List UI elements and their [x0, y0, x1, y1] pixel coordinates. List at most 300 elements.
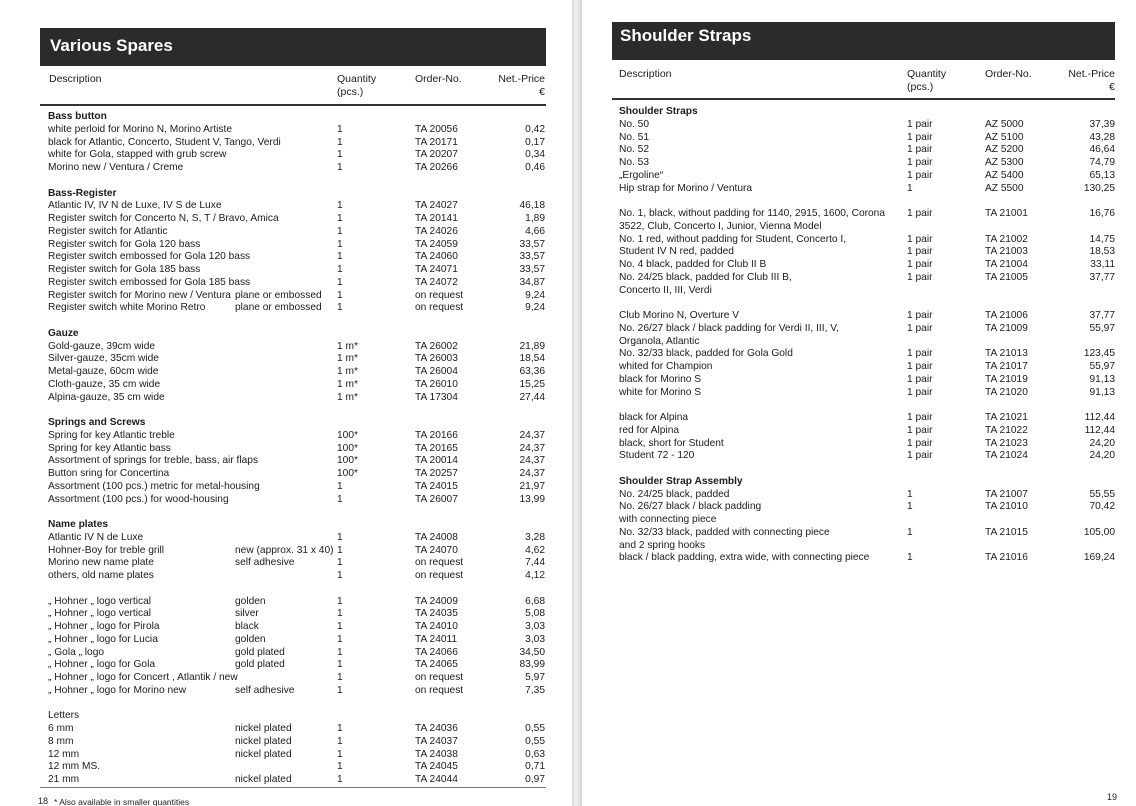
table-row	[619, 489, 1115, 502]
item-quantity: 1	[337, 761, 343, 773]
item-quantity: 1 pair	[907, 271, 933, 283]
item-quantity: 1 pair	[907, 386, 933, 398]
item-quantity: 1 m*	[337, 366, 358, 377]
item-price: 4,62	[525, 544, 545, 556]
table-row	[619, 234, 1115, 247]
item-order-no: TA 21005	[985, 271, 1028, 283]
item-price: 9,24	[525, 302, 545, 314]
item-quantity: 1	[907, 526, 913, 538]
item-quantity: 1 pair	[907, 437, 933, 449]
item-order-no: TA 24038	[415, 748, 458, 760]
item-order-no: TA 21017	[985, 361, 1028, 372]
item-description: Alpina-gauze, 35 cm wide	[48, 391, 165, 403]
item-quantity: 1 pair	[907, 144, 933, 156]
item-price: 0,55	[525, 735, 545, 747]
table-row	[619, 450, 1115, 463]
item-price: 63,36	[519, 366, 545, 377]
item-quantity: 1	[337, 570, 343, 581]
item-description: „Ergoline“	[619, 169, 664, 181]
table-row	[619, 361, 1115, 374]
item-description: black / black padding, extra wide, with connecting piece	[619, 552, 870, 564]
table-row	[48, 430, 546, 443]
item-quantity: 1	[337, 302, 343, 314]
table-row	[48, 545, 546, 558]
item-order-no: TA 21021	[985, 412, 1028, 423]
section-heading	[619, 106, 1115, 119]
header-description: Description	[49, 73, 102, 85]
item-description: Spring for key Atlantic bass	[48, 442, 171, 454]
table-row	[48, 736, 546, 749]
item-order-no: on request	[415, 684, 464, 696]
item-quantity: 1 pair	[907, 131, 933, 143]
item-order-no: AZ 5200	[985, 144, 1024, 156]
table-row	[619, 336, 1115, 349]
item-order-no: TA 20207	[415, 149, 458, 161]
item-quantity: 1	[337, 264, 343, 275]
item-price: 0,63	[525, 748, 545, 760]
item-description: „ Hohner „ logo for Pirola	[48, 621, 160, 632]
item-order-no: AZ 5000	[985, 118, 1024, 130]
item-description: Morino new / Ventura / Creme	[48, 162, 184, 173]
item-price: 24,20	[1089, 437, 1115, 449]
item-quantity: 1	[907, 488, 913, 500]
item-order-no: TA 24037	[415, 735, 458, 747]
item-price: 15,25	[519, 378, 545, 390]
table-row	[48, 494, 546, 507]
table-row	[619, 387, 1115, 400]
table-row	[619, 540, 1115, 553]
header-net-price: Net.-Price €	[1068, 68, 1115, 93]
item-price: 130,25	[1083, 182, 1115, 194]
item-variant: golden	[235, 595, 266, 607]
item-description: No. 53	[619, 157, 650, 168]
table-row	[48, 749, 546, 762]
item-order-no: on request	[415, 289, 464, 301]
item-quantity: 1 pair	[907, 118, 933, 130]
item-price: 46,64	[1089, 144, 1115, 156]
item-quantity: 1 pair	[907, 361, 933, 372]
table-row	[619, 246, 1115, 259]
item-price: 5,97	[525, 672, 545, 683]
item-description: 12 mm	[48, 748, 80, 760]
item-description: Register switch for Gola 120 bass	[48, 238, 201, 250]
item-description: whited for Champion	[619, 361, 713, 372]
item-price: 16,76	[1089, 208, 1115, 219]
item-quantity: 100*	[337, 442, 358, 454]
item-price: 70,42	[1089, 501, 1115, 513]
table-row	[48, 290, 546, 303]
item-description: white for Morino S	[619, 386, 702, 398]
item-order-no: TA 26003	[415, 353, 458, 365]
item-price: 74,79	[1089, 157, 1115, 168]
item-price: 4,12	[525, 570, 545, 581]
table-row	[48, 481, 546, 494]
table-row	[619, 527, 1115, 540]
item-quantity: 1	[337, 684, 343, 696]
item-quantity: 1 pair	[907, 259, 933, 270]
item-variant: nickel plated	[235, 723, 292, 734]
item-description: Organola, Atlantic	[619, 335, 700, 347]
item-quantity: 1	[337, 123, 343, 135]
item-description: 6 mm	[48, 723, 74, 734]
item-order-no: TA 21013	[985, 348, 1028, 360]
item-order-no: TA 24011	[415, 633, 458, 645]
table-row	[619, 119, 1115, 132]
table-row	[619, 501, 1115, 514]
item-description: Cloth-gauze, 35 cm wide	[48, 378, 161, 390]
item-description: Hip strap for Morino / Ventura	[619, 182, 753, 194]
item-quantity: 1	[337, 238, 343, 250]
item-price: 24,37	[519, 442, 545, 454]
item-description: No. 26/27 black / black padding for Verdi II, III, V,	[619, 322, 839, 334]
section-title: Shoulder Strap Assembly	[619, 475, 743, 487]
item-description: Register switch white Morino Retro	[48, 302, 206, 314]
header-order-no: Order-No.	[985, 68, 1032, 80]
table-row	[619, 425, 1115, 438]
item-price: 24,37	[519, 468, 545, 479]
item-quantity: 1 pair	[907, 310, 933, 321]
item-order-no: TA 21024	[985, 450, 1028, 462]
item-order-no: TA 21022	[985, 424, 1028, 436]
item-order-no: TA 24026	[415, 225, 458, 237]
table-row	[619, 323, 1115, 336]
item-description: with connecting piece	[619, 514, 717, 525]
item-quantity: 1	[337, 136, 343, 148]
item-order-no: TA 20165	[415, 442, 458, 454]
item-order-no: TA 21019	[985, 373, 1028, 385]
item-description: Silver-gauze, 35cm wide	[48, 353, 159, 365]
item-price: 0,97	[525, 774, 545, 785]
item-description: Gold-gauze, 39cm wide	[48, 340, 156, 352]
item-quantity: 1	[907, 182, 913, 194]
spacer-row	[48, 698, 546, 711]
item-quantity: 1 pair	[907, 373, 933, 385]
item-description: Hohner-Boy for treble grill	[48, 544, 165, 556]
item-quantity: 1	[337, 672, 343, 683]
item-price: 37,77	[1089, 310, 1115, 321]
item-quantity: 1 m*	[337, 378, 358, 390]
item-quantity: 1 pair	[907, 233, 933, 245]
table-row	[48, 251, 546, 264]
item-description: Morino new name plate	[48, 557, 154, 569]
item-price: 0,55	[525, 723, 545, 734]
item-price: 33,57	[519, 264, 545, 275]
item-description: Concerto II, III, Verdi	[619, 284, 712, 296]
table-row	[48, 647, 546, 660]
item-quantity: 1 pair	[907, 157, 933, 168]
table-row	[619, 183, 1115, 196]
item-description: 8 mm	[48, 735, 74, 747]
item-price: 33,57	[519, 238, 545, 250]
table-row	[619, 514, 1115, 527]
section-title: Gauze	[48, 327, 79, 339]
table-row	[48, 596, 546, 609]
page-title: Shoulder Straps	[612, 22, 1115, 60]
spacer-row	[48, 175, 546, 188]
table-row	[48, 162, 546, 175]
item-quantity: 1	[907, 501, 913, 513]
table-row	[48, 226, 546, 239]
item-variant: self adhesive	[235, 684, 295, 696]
spacer-row	[619, 463, 1115, 476]
item-price: 112,44	[1084, 424, 1115, 436]
table-row	[619, 221, 1115, 234]
item-description: No. 51	[619, 131, 650, 143]
item-price: 13,99	[519, 493, 545, 505]
item-order-no: TA 21006	[985, 310, 1028, 321]
item-quantity: 1	[337, 735, 343, 747]
item-order-no: TA 26007	[415, 493, 458, 505]
section-title: Bass-Register	[48, 187, 117, 199]
item-description: Register switch for Gola 185 bass	[48, 264, 201, 275]
spacer-row	[619, 297, 1115, 310]
header-rule	[612, 98, 1115, 100]
table-row	[48, 570, 546, 583]
header-quantity: Quantity (pcs.)	[337, 73, 377, 98]
item-order-no: AZ 5400	[985, 169, 1024, 181]
item-price: 3,03	[525, 621, 545, 632]
table-row	[48, 366, 546, 379]
item-price: 21,89	[519, 340, 545, 352]
table-row	[48, 379, 546, 392]
item-description: white perloid for Morino N, Morino Artiste	[48, 123, 233, 135]
item-description: black for Morino S	[619, 373, 702, 385]
item-order-no: TA 24044	[415, 774, 458, 785]
table-row	[619, 285, 1115, 298]
item-quantity: 1	[337, 595, 343, 607]
item-variant: nickel plated	[235, 774, 292, 785]
item-price: 123,45	[1083, 348, 1115, 360]
item-price: 4,66	[525, 225, 545, 237]
item-description: Atlantic IV, IV N de Luxe, IV S de Luxe	[48, 200, 222, 212]
item-order-no: TA 26004	[415, 366, 458, 377]
item-order-no: TA 24059	[415, 238, 458, 250]
item-description: No. 32/33 black, padded with connecting piece	[619, 526, 830, 538]
item-order-no: TA 20166	[415, 429, 458, 441]
item-description: No. 26/27 black / black padding	[619, 501, 762, 513]
section-heading	[48, 328, 546, 341]
item-price: 24,37	[519, 429, 545, 441]
section-heading	[48, 417, 546, 430]
item-quantity: 1 pair	[907, 208, 933, 219]
table-row	[619, 348, 1115, 361]
table-row	[48, 455, 546, 468]
spacer-row	[619, 195, 1115, 208]
item-order-no: TA 24071	[415, 264, 458, 275]
item-description: and 2 spring hooks	[619, 539, 706, 551]
item-description: Spring for key Atlantic treble	[48, 429, 175, 441]
section-heading	[48, 111, 546, 124]
table-row	[48, 685, 546, 698]
table-row	[619, 157, 1115, 170]
page-number: 19	[1107, 792, 1118, 802]
item-order-no: on request	[415, 570, 464, 581]
item-order-no: TA 20014	[415, 455, 458, 467]
item-quantity: 1	[337, 531, 343, 543]
section-heading	[619, 476, 1115, 489]
item-order-no: on request	[415, 672, 464, 683]
item-price: 55,97	[1089, 361, 1115, 372]
item-quantity: 1	[337, 480, 343, 492]
table-row	[619, 170, 1115, 183]
item-order-no: TA 21015	[985, 526, 1028, 538]
item-description: „ Gola „ logo	[48, 646, 105, 658]
item-order-no: TA 24065	[415, 659, 458, 671]
table-row	[619, 272, 1115, 285]
item-order-no: TA 21023	[985, 437, 1028, 449]
item-description: Assortment of springs for treble, bass, air flaps	[48, 455, 259, 467]
table-row	[48, 137, 546, 150]
item-order-no: TA 26002	[415, 340, 458, 352]
table-row	[619, 412, 1115, 425]
item-price: 37,39	[1089, 118, 1115, 130]
spacer-row	[48, 506, 546, 519]
item-description: No. 52	[619, 144, 650, 156]
item-description: „ Hohner „ logo for Lucia	[48, 633, 158, 645]
table-row	[619, 208, 1115, 221]
section-heading	[48, 519, 546, 532]
footer-rule	[40, 787, 546, 788]
item-description: Button sring for Concertina	[48, 468, 170, 479]
table-row	[48, 659, 546, 672]
item-price: 21,97	[519, 480, 545, 492]
item-price: 3,03	[525, 633, 545, 645]
page-gutter	[572, 0, 582, 806]
table-row	[619, 259, 1115, 272]
item-order-no: TA 24070	[415, 544, 458, 556]
table-row	[48, 277, 546, 290]
item-quantity: 1 pair	[907, 450, 933, 462]
table-row	[48, 149, 546, 162]
item-quantity: 1 m*	[337, 353, 358, 365]
item-price: 1,89	[525, 213, 545, 224]
item-description: Register switch embossed for Gola 120 bass	[48, 251, 251, 263]
item-quantity: 1 pair	[907, 412, 933, 423]
item-variant: self adhesive	[235, 557, 295, 569]
item-description: Student IV N red, padded	[619, 246, 734, 258]
item-quantity: 1	[337, 633, 343, 645]
item-quantity: 1	[337, 251, 343, 263]
item-price: 0,34	[525, 149, 545, 161]
item-order-no: TA 24009	[415, 595, 458, 607]
item-price: 169,24	[1083, 552, 1115, 564]
item-description: „ Hohner „ logo for Gola	[48, 659, 156, 671]
section-heading	[48, 188, 546, 201]
item-description: white for Gola, stapped with grub screw	[48, 149, 227, 161]
item-order-no: TA 21001	[985, 208, 1028, 219]
item-order-no: TA 24035	[415, 608, 458, 620]
item-quantity: 1 m*	[337, 391, 358, 403]
section-title: Name plates	[48, 519, 109, 530]
item-price: 105,00	[1083, 526, 1115, 538]
item-price: 3,28	[525, 531, 545, 543]
item-quantity: 1	[337, 213, 343, 224]
item-order-no: AZ 5100	[985, 131, 1024, 143]
item-price: 9,24	[525, 289, 545, 301]
table-row	[619, 438, 1115, 451]
item-price: 6,68	[525, 595, 545, 607]
item-description: „ Hohner „ logo for Concert , Atlantik / new	[48, 672, 238, 683]
table-row	[48, 392, 546, 405]
item-variant: plane or embossed	[235, 302, 322, 314]
table-row	[48, 723, 546, 736]
item-quantity: 1 pair	[907, 322, 933, 334]
item-variant: gold plated	[235, 659, 285, 671]
header-order-no: Order-No.	[415, 73, 462, 85]
item-description: „ Hohner „ logo vertical	[48, 608, 152, 620]
item-order-no: TA 24015	[415, 480, 458, 492]
item-description: No. 24/25 black, padded	[619, 488, 730, 500]
item-quantity: 1	[337, 276, 343, 288]
item-description: 21 mm	[48, 774, 80, 785]
item-price: 34,87	[519, 276, 545, 288]
item-price: 55,97	[1089, 322, 1115, 334]
table-row	[48, 200, 546, 213]
table-row	[619, 144, 1115, 157]
item-order-no: TA 21010	[985, 501, 1028, 513]
item-quantity: 1	[337, 149, 343, 161]
item-quantity: 1	[337, 544, 343, 556]
item-order-no: TA 24066	[415, 646, 458, 658]
item-order-no: on request	[415, 302, 464, 314]
item-quantity: 1 pair	[907, 424, 933, 436]
item-description: Register switch for Concerto N, S, T / Bravo, Amica	[48, 213, 279, 224]
item-description: Student 72 - 120	[619, 450, 695, 462]
item-order-no: TA 21003	[985, 246, 1028, 258]
item-quantity: 1	[337, 608, 343, 620]
page-title: Various Spares	[40, 28, 546, 66]
item-variant: nickel plated	[235, 735, 292, 747]
table-row	[48, 213, 546, 226]
section-title: Letters	[48, 710, 80, 722]
item-quantity: 1	[337, 621, 343, 632]
table-row	[48, 341, 546, 354]
item-price: 34,50	[519, 646, 545, 658]
item-order-no: TA 21020	[985, 386, 1028, 398]
item-quantity: 1	[337, 748, 343, 760]
item-order-no: TA 21004	[985, 259, 1028, 270]
item-description: black, short for Student	[619, 437, 724, 449]
item-quantity: 1 pair	[907, 246, 933, 258]
table-row	[619, 132, 1115, 145]
item-variant: plane or embossed	[235, 289, 322, 301]
item-order-no: TA 24072	[415, 276, 458, 288]
item-price: 91,13	[1089, 386, 1115, 398]
item-description: „ Hohner „ logo for Morino new	[48, 684, 187, 696]
item-description: Register switch for Atlantic	[48, 225, 168, 237]
item-price: 33,11	[1090, 259, 1115, 270]
spacer-row	[48, 404, 546, 417]
item-description: „ Hohner „ logo vertical	[48, 595, 152, 607]
item-description: No. 50	[619, 118, 650, 130]
table-row	[48, 124, 546, 137]
item-price: 0,17	[525, 136, 545, 148]
table-row	[48, 761, 546, 774]
table-row	[48, 672, 546, 685]
item-price: 7,44	[525, 557, 545, 569]
item-description: 12 mm MS.	[48, 761, 101, 773]
section-heading	[48, 710, 546, 723]
item-description: Register switch for Morino new / Ventura	[48, 289, 231, 301]
section-title: Shoulder Straps	[619, 106, 698, 117]
item-description: Metal-gauze, 60cm wide	[48, 366, 159, 377]
header-quantity: Quantity (pcs.)	[907, 68, 947, 93]
item-price: 0,42	[525, 123, 545, 135]
item-price: 0,46	[525, 162, 545, 173]
item-price: 83,99	[519, 659, 545, 671]
item-variant: new (approx. 31 x 40)	[235, 544, 334, 556]
item-order-no: TA 20056	[415, 123, 458, 135]
